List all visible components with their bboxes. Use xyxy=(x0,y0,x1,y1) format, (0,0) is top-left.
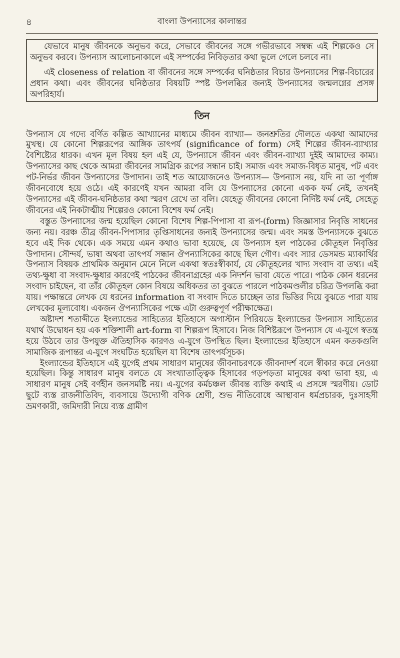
body-paragraph-4: ইংল্যান্ডের ইতিহাসে এই যুগেই প্রথম সাধারণ মানুষের জীবনাচরণকে জীবনাদর্শ বলে স্বীকার করে নেওয়া হয়েছিল। কিন্তু সাধারণ মানুষ বলতে যে সংখ্যাতাত্ত্বিক হিসাবের গড়পড়তা মানুষের কথা ভাবা হয়, এ সাধারণ মানুষ সেই বর্ণহীন জনসমষ্টি নয়। এ-যুগের কর্মচঞ্চল জীবন্ত ব্যক্তি কথাই এ প্রসঙ্গে স্মরণীয়। ডোট ছুটে ব্যস্ত রাজনীতিবিদ, ব্যবসায়ে উদ্যোগী বণিক শ্রেণী, শুভ নীতিবোধে আস্থাবান ধর্মপ্রচারক, দুঃসাহসী ভ্রমণকারী, জমিদারী নিয়ে ব্যস্ত গ্রামীণ xyxy=(26,357,378,412)
running-title: বাংলা উপন্যাসের কালান্তর xyxy=(157,17,247,27)
boxed-passage xyxy=(26,39,378,102)
section-heading: তিন xyxy=(194,110,210,122)
body-paragraph-3: অষ্টাদশ শতাব্দীতে ইংল্যান্ডের সাহিত্যের ইতিহাসে অগাস্টান পিরিয়ডে ইংল্যান্ডের উপন্যাস সাহিত্যের যথার্থ উদ্বোধন হয় এক শক্তিশালী art-form বা শিল্পরূপ হিসাবে। নিজ বিশিষ্টরূপে উপন্যাস যে এ-যুগে স্বতন্ত্র হয়ে উঠবে তার উপযুক্ত ঐতিহাসিক কারণও এ-যুগে উপস্থিত ছিল। ইংল্যান্ডের ইতিহাসে এমন কতকগুলি সামাজিক রূপান্তর এ-যুগে সংঘটিত হয়েছিল যা বিশেষ তাৎপর্যসূচক। xyxy=(26,313,378,357)
body-paragraph-2: বস্তুত উপন্যাসের জন্ম হয়েছিল কোনো বিশেষ শিল্প-পিপাসা বা রূপ-(form) জিজ্ঞাসার নিবৃত্তি সাধনের জন্য নয়। বরঞ্চ তীব্র জীবন-পিপাসার তৃপ্তিসাধনের জন্যই উপন্যাসের জন্ম। এবং সমস্ত উপন্যাসকে বুঝতে হবে এই দিক থেকে। এক সময়ে এমন কথাও ভাবা হয়েছে, যে উপন্যাস হল পাঠকের কৌতূহল নিবৃত্তির উপাদান। সৌন্দর্য, ভাষা অথবা তাৎপর্য সন্ধান ঔপন্যাসিকের কাছে ছিল গৌণ। এবং স্যার ডেসমন্ড ম্যাকার্থির উপন্যাস বিষয়ক প্রাথমিক অনুমান মেনে নিলে একথা স্বতঃস্বীকার্য, যে কৌতূহলের খাদ্য সংবাদ বা তথ্য। এই তথ্য-ক্ষুধা বা সংবাদ-ক্ষুধার কারণেই পাঠকের জীবনাগ্রহের এক নিদর্শন ভাবা যেতে পারে। পাঠক কোন ধরনের সংবাদ চাইছেন, বা তাঁর কৌতূহল কোন বিষয়ে অধিকতর তা বুঝতে পারলে পাঠকমণ্ডলীর চরিত্র উপলব্ধি করা যায়। পক্ষান্তরে লেখক যে ধরনের information বা সংবাদ দিতে চাচ্ছেন তার ভিত্তির দিয়ে বুঝতে পারা যায় লেখকের মূল্যবোধ। একজন ঔপন্যাসিকের পক্ষে এটা গুরুত্বপূর্ণ পরীক্ষাক্ষেত্র। xyxy=(26,215,378,314)
top-paragraph-1: যেভাবে মানুষ জীবনকে অনুভব করে, সেভাবে জীবনের সঙ্গে গভীরভাবে সম্বন্ধ এই শিল্পকেও সে অনুভব করবে। উপন্যাস আলোচনাকালে এই সম্পর্কের নিবিড়তার কথা ভুলে গেলে চলবে না। xyxy=(30,41,374,62)
page-number: ৪ xyxy=(26,17,32,28)
page-header xyxy=(26,14,378,34)
top-paragraph-2: এই closeness of relation বা জীবনের সঙ্গে সম্পর্কের ঘনিষ্ঠতার বিচার উপন্যাসের শিল্প-বিচারের প্রধান কথা। এবং জীবনের ঘনিষ্ঠতার বিষয়টি স্পষ্ট উপলব্ধির জন্যই উপন্যাসের জন্মলগ্নের প্রসঙ্গ অপরিহার্য। xyxy=(30,66,374,99)
body-paragraph-1: উপন্যাস যে গদ্যে বর্ণিত কল্পিত আখ্যানের মাধ্যমে জীবন ব্যাখ্যা— জনশ্রুতির দৌলতে একথা আমাদের মুখস্থ। যে কোনো শিল্পরূপের আঙ্গিক তাৎপর্য (significance of form) সেই শিল্পের জীবন-ব্যাখ্যার বৈশিষ্ট্যের ধারক। এখন মূল বিষয় হল এই যে, উপন্যাসে জীবন এবং জীবন-ব্যাখ্যা দুইই আমাদের কাম্য। উপন্যাসের কাছ থেকে আমরা জীবনের সামগ্রিক রূপের সন্ধান চাই। সমাজ এবং সমাজ-বিধৃত মানুষ, পট এবং পট-নির্ভর জীবন উপন্যাসের উপাদান। তাই শত আয়োজনেও উপন্যাস— উপন্যাস নয়, যদি না তা পূর্ণাঙ্গ জীবনবোধে হয়ে ওঠে। এই কারণেই যখন আমরা বলি যে উপন্যাসের কোনো একক ফর্ম নেই, তখনই উপন্যাসের এই জীবন-ঘনিষ্ঠতার কথা স্মরণ রেখে তা বলি। যেহেতু জীবনের কোনো নির্দিষ্ট ফর্ম নেই, সেহেতু জীবনের এই নিকটাত্মীয় শিল্পেরও কোনো বিশেষ ফর্ম নেই। xyxy=(26,128,378,215)
